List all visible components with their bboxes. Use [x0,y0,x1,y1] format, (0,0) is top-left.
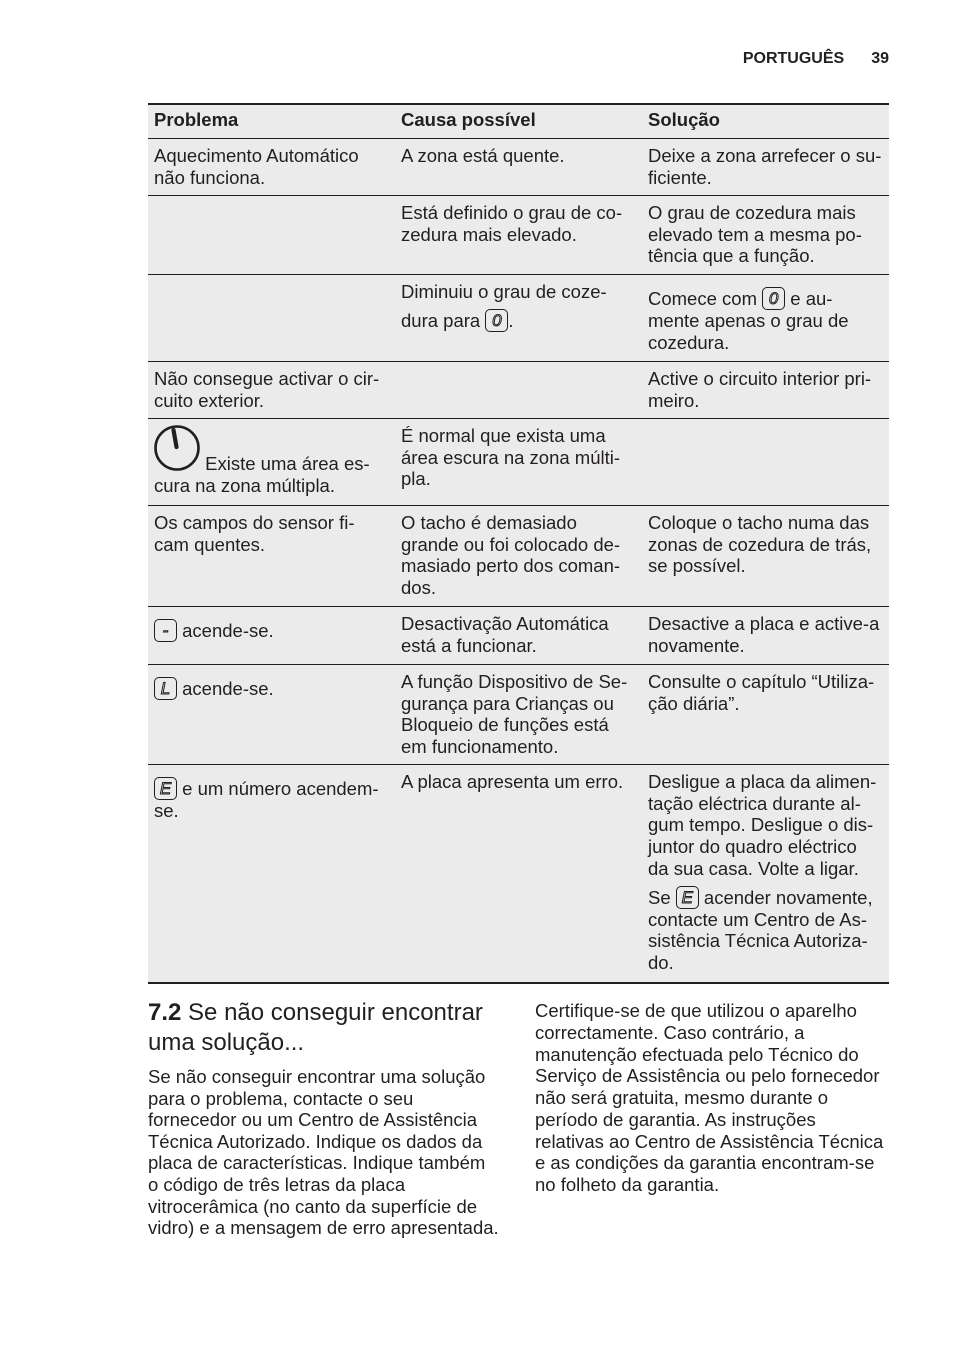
table-cell-problem [148,419,395,505]
table-cell-cause [395,506,642,606]
table-header-row [148,105,889,139]
paragraph-line: período de garantia. As instruções [535,1108,816,1130]
cell-line: Os campos do sensor fi- [154,512,355,533]
column-header-cause: Causa possível [401,109,536,130]
line-text: Existe uma área es- [200,453,370,474]
column-header-solution: Solução [648,109,720,130]
running-head [743,49,889,69]
table-cell-solution [642,419,889,505]
display-letter-e-icon [676,886,699,909]
table-cell-problem [148,362,395,418]
cell-line: A zona está quente. [401,145,565,166]
cell-line [648,880,883,909]
table-cell-problem [148,139,395,195]
cell-line: dos. [401,577,436,599]
cell-line [154,771,389,800]
display-glyph: E [159,779,172,798]
cell-paragraph [154,613,389,642]
table-row [148,196,889,275]
cell-line: cam quentes. [154,533,266,555]
cell-paragraph [401,671,636,758]
paragraph-line: o código de três letras da placa [148,1173,406,1195]
paragraph-line: não será gratuita, mesmo durante o [535,1087,829,1108]
table-cell-cause [395,275,642,361]
table-row [148,765,889,984]
table-cell-solution [642,765,889,982]
cell-paragraph [154,425,389,496]
display-zero-icon [762,287,785,310]
cell-line: ficiente. [648,166,712,188]
table-cell-cause [395,139,642,195]
paragraph-line: para o problema, contacte o seu [148,1087,414,1109]
cell-line: Coloque o tacho numa das [648,512,870,533]
table-row [148,419,889,506]
cell-line: Desactive a placa e active-a [648,613,880,634]
paragraph-line: vitrocerâmica (no canto da superfície de [148,1195,478,1217]
display-glyph: 0 [492,310,502,330]
table-cell-problem [148,506,395,606]
cell-line: área escura na zona múlti- [401,446,621,468]
paragraph-line: correctamente. Caso contrário, a [535,1021,805,1043]
cell-line: sistência Técnica Autoriza- [648,930,868,952]
section-right-text [535,1000,883,1196]
cell-paragraph [401,281,636,332]
table-cell-problem [148,607,395,664]
cell-line: É normal que exista uma [401,425,606,446]
cell-paragraph [648,512,883,577]
cell-paragraph [648,613,883,656]
line-text: acende-se. [177,620,274,641]
table-cell-cause [395,607,642,664]
line-text: dura para [401,309,486,331]
section-left-text [148,1066,499,1239]
cell-line: Não consegue activar o cir- [154,368,380,389]
paragraph-line: relativas ao Centro de Assistência Técnica [535,1130,884,1152]
cell-line [154,613,389,642]
cell-paragraph [401,771,636,793]
line-text: acende-se. [177,678,274,699]
cell-paragraph [401,425,636,490]
cell-line: zedura mais elevado. [401,223,577,245]
column-header-problem: Problema [154,109,239,130]
paragraph-line: fornecedor ou um Centro de Assistência [148,1109,478,1131]
cell-line: cura na zona múltipla. [154,474,335,496]
cell-line: se possível. [648,555,746,577]
language-label: PORTUGUÊS [742,50,845,67]
table-cell-cause [395,362,642,418]
cell-line: meiro. [648,389,700,411]
paragraph-line: manutenção efectuada pelo Técnico do [535,1043,859,1065]
cell-paragraph [648,145,883,188]
table-cell-problem [148,196,395,274]
table-cell-solution [642,665,889,764]
cell-line: Deixe a zona arrefecer o su- [648,145,882,166]
paragraph-line: no folheto da garantia. [535,1174,720,1195]
troubleshooting-table [148,103,889,984]
table-row [148,139,889,196]
display-zero-icon [485,309,508,332]
cell-line: juntor do quadro eléctrico [648,836,857,858]
cell-line: está a funcionar. [401,634,537,656]
cell-line: em funcionamento. [401,736,559,758]
display-glyph: E [681,887,693,907]
section-title-line-1: Se não conseguir encontrar [188,999,483,1026]
display-letter-l-icon [154,677,177,700]
cell-paragraph [401,613,636,656]
section-number: 7.2 [148,999,182,1026]
cell-line: O grau de cozedura mais [648,202,856,223]
table-cell-cause [395,419,642,505]
cell-line: Está definido o grau de co- [401,202,623,223]
line-text: e au- [785,288,833,309]
paragraph-line: vidro) e a mensagem de erro apresentada. [148,1217,499,1239]
cell-paragraph [648,368,883,411]
cell-line: masiado perto dos coman- [401,555,621,577]
cell-paragraph [401,202,636,245]
cell-paragraph [154,368,389,411]
display-dash-icon [154,619,177,642]
table-cell-cause [395,196,642,274]
table-cell-solution [642,139,889,195]
cell-line: O tacho é demasiado [401,512,577,533]
table-cell-solution [642,275,889,361]
section-title-line-2: uma solução... [148,1029,305,1056]
paragraph-line: e as condições da garantia encontram-se [535,1152,875,1174]
cell-line: Diminuiu o grau de coze- [401,281,607,302]
fault-table-body [148,139,889,984]
cell-paragraph [648,671,883,714]
line-text: . [508,309,514,331]
paragraph-line: Se não conseguir encontrar uma solução [148,1066,486,1087]
table-cell-solution [642,506,889,606]
cell-line: mente apenas o grau de [648,310,849,331]
dial-pointer [174,430,177,447]
cell-paragraph [154,512,389,555]
table-row [148,275,889,362]
table-cell-cause [395,665,642,764]
table-row [148,607,889,665]
cell-line: Aquecimento Automático [154,145,359,166]
cell-paragraph [648,202,883,267]
display-glyph: 0 [768,289,779,308]
cell-line [648,281,883,310]
cell-line: A placa apresenta um erro. [401,771,624,792]
display-letter-e-icon [154,777,177,800]
cell-line: pla. [401,468,431,490]
page-number: 39 [871,50,889,67]
cell-paragraph [648,880,883,974]
cell-line: do. [648,951,674,973]
cell-line: ção diária”. [648,692,740,714]
cell-line [401,303,636,332]
display-glyph: L [160,679,171,698]
table-cell-problem [148,665,395,764]
paragraph-line: placa de características. Indique também [148,1152,486,1174]
line-text: Comece com [648,288,763,309]
cell-line: novamente. [648,634,745,656]
table-cell-solution [642,362,889,418]
table-row [148,362,889,419]
cell-line: tação eléctrica durante al- [648,792,861,814]
paragraph-line: Certifique-se de que utilizou o aparelho [535,1000,857,1021]
table-cell-solution [642,196,889,274]
cell-line: cuito exterior. [154,389,265,411]
line-text: acender novamente, [698,886,873,908]
cell-paragraph [154,145,389,188]
cell-line: da sua casa. Volte a ligar. [648,857,859,879]
table-row [148,665,889,765]
cell-paragraph [401,145,636,167]
cell-line: elevado tem a mesma po- [648,223,862,245]
cell-line: não funciona. [154,166,266,188]
table-cell-cause [395,765,642,982]
cell-paragraph [648,771,883,880]
table-cell-problem [148,275,395,361]
cell-line: tência que a função. [648,245,815,267]
table-cell-solution [642,607,889,664]
cell-line: Active o circuito interior pri- [648,368,872,389]
cell-line: Consulte o capítulo “Utiliza- [648,671,875,692]
zone-dial-icon [154,425,200,471]
cell-line: Desligue a placa da alimen- [648,771,877,792]
cell-line [154,425,389,475]
cell-paragraph [154,671,389,700]
table-cell-problem [148,765,395,982]
paragraph-line: Serviço de Assistência ou pelo fornecedor [535,1065,880,1087]
cell-line [154,671,389,700]
display-glyph: - [162,621,169,640]
cell-line: gum tempo. Desligue o dis- [648,814,874,836]
table-row [148,506,889,607]
cell-paragraph [401,512,636,599]
cell-line: A função Dispositivo de Se- [401,671,628,692]
cell-line: grande ou foi colocado de- [401,533,621,555]
cell-line: se. [154,800,179,821]
cell-line: gurança para Crianças ou [401,692,614,714]
cell-line: cozedura. [648,331,730,353]
section-heading [148,998,483,1058]
cell-line: contacte um Centro de As- [648,908,868,930]
cell-line: Desactivação Automática [401,613,609,634]
line-text: Se [648,886,676,908]
cell-line: Bloqueio de funções está [401,714,609,736]
cell-line: zonas de cozedura de trás, [648,533,872,555]
paragraph-line: Técnica Autorizado. Indique os dados da [148,1130,483,1152]
line-text: e um número acendem- [177,778,379,799]
cell-paragraph [648,281,883,353]
cell-paragraph [154,771,389,822]
